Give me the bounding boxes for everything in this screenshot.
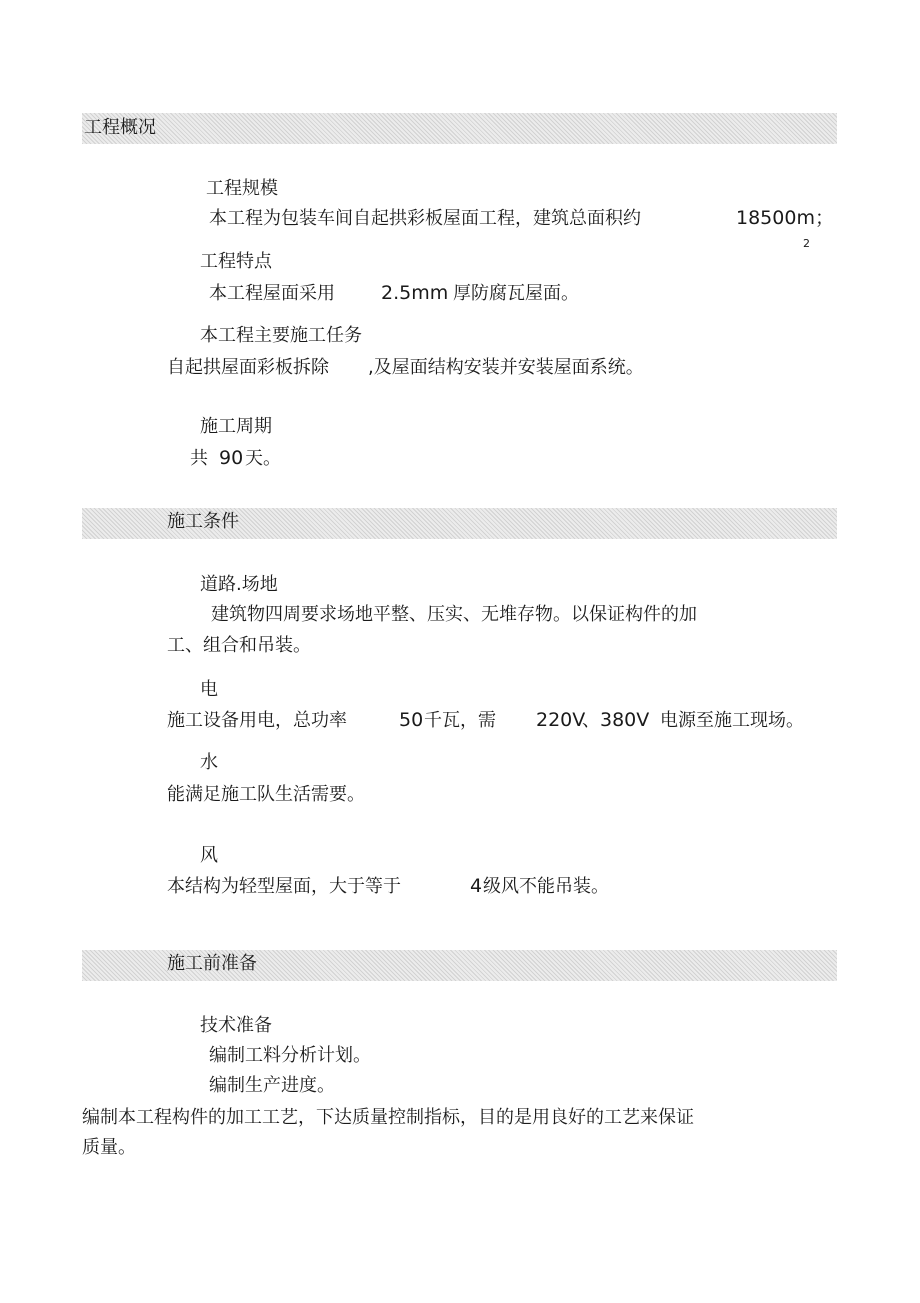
water-text: 能满足施工队生活需要。	[167, 784, 365, 805]
period-value: 90	[219, 447, 244, 469]
scale-value: 18500m；	[736, 207, 834, 229]
prep-paragraph-line2: 质量。	[82, 1137, 136, 1158]
wind-text-pre: 本结构为轻型屋面，大于等于	[167, 876, 401, 897]
wind-text-post: 级风不能吊装。	[483, 876, 609, 897]
subheading-tech: 技术准备	[200, 1015, 272, 1036]
subheading-wind: 风	[200, 845, 218, 866]
power-text-pre: 施工设备用电，总功率	[167, 710, 347, 731]
section-heading-overview: 工程概况	[84, 117, 156, 138]
section-heading-band	[82, 113, 837, 144]
period-text-pre: 共	[190, 448, 208, 469]
prep-paragraph-line1: 编制本工程构件的加工工艺，下达质量控制指标，目的是用良好的工艺来保证	[82, 1107, 694, 1128]
power-text-post: 电源至施工现场。	[660, 710, 804, 731]
period-text-post: 天。	[245, 448, 281, 469]
subheading-water: 水	[200, 752, 218, 773]
section-heading-preparation: 施工前准备	[167, 953, 257, 974]
prep-item-1: 编制工料分析计划。	[209, 1045, 371, 1066]
power-value-380v: 380V	[600, 709, 650, 731]
prep-item-2: 编制生产进度。	[209, 1075, 335, 1096]
power-value: 50	[399, 709, 424, 731]
feature-text-post: 厚防腐瓦屋面。	[453, 283, 579, 304]
scale-text: 本工程为包装车间自起拱彩板屋面工程，建筑总面积约	[209, 208, 641, 229]
subheading-scale: 工程规模	[206, 178, 278, 199]
power-text-mid: 千瓦，需	[424, 710, 496, 731]
task-text-pre: 自起拱屋面彩板拆除	[167, 357, 329, 378]
subheading-task: 本工程主要施工任务	[200, 325, 362, 346]
subheading-road: 道路.场地	[200, 574, 278, 595]
subheading-power: 电	[200, 679, 218, 700]
wind-value: 4	[470, 875, 483, 897]
scale-unit-superscript: 2	[803, 237, 810, 250]
power-value-220v: 220V	[536, 709, 586, 731]
power-separator: 、	[582, 710, 600, 731]
section-heading-conditions: 施工条件	[167, 511, 239, 532]
feature-value: 2.5mm	[381, 282, 449, 304]
subheading-feature: 工程特点	[200, 251, 272, 272]
subheading-period: 施工周期	[200, 416, 272, 437]
road-text-line1: 建筑物四周要求场地平整、压实、无堆存物。以保证构件的加	[211, 604, 697, 625]
task-text-post: ,及屋面结构安装并安装屋面系统。	[368, 357, 644, 378]
feature-text-pre: 本工程屋面采用	[209, 283, 335, 304]
road-text-line2: 工、组合和吊装。	[167, 635, 311, 656]
